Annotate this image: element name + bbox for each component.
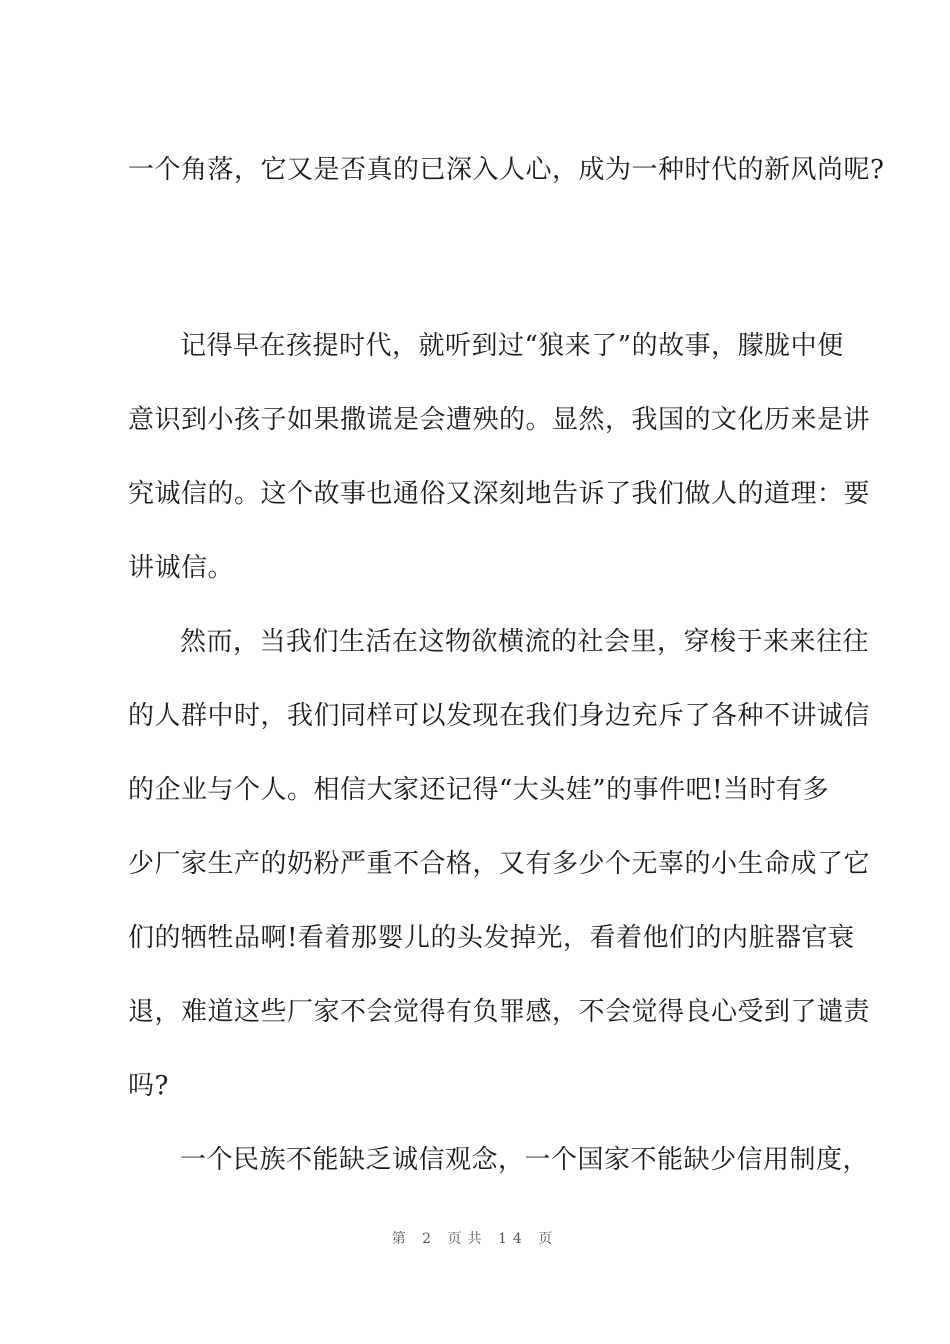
text-line-5: 讲诚信。 [128, 553, 235, 583]
page-footer: 第 2 页共 14 页 [391, 1231, 559, 1247]
text-line-8: 的企业与个人。相信大家还记得“大头娃”的事件吧!当时有多 [128, 775, 830, 805]
text-line-10: 们的牺牲品啊!看着那婴儿的头发掉光，看着他们的内脏器官衰 [128, 923, 855, 953]
text-line-11: 退，难道这些厂家不会觉得有负罪感，不会觉得良心受到了谴责 [128, 997, 871, 1027]
text-line-1: 一个角落，它又是否真的已深入人心，成为一种时代的新风尚呢? [128, 155, 885, 185]
text-line-12: 吗? [128, 1071, 169, 1101]
text-line-2: 记得早在孩提时代，就听到过“狼来了”的故事，朦胧中便 [180, 331, 844, 361]
text-line-13: 一个民族不能缺乏诚信观念，一个国家不能缺少信用制度， [180, 1145, 870, 1175]
text-line-3: 意识到小孩子如果撒谎是会遭殃的。显然，我国的文化历来是讲 [128, 405, 871, 435]
text-line-6: 然而，当我们生活在这物欲横流的社会里，穿梭于来来往往 [180, 627, 870, 657]
text-line-9: 少厂家生产的奶粉严重不合格，又有多少个无辜的小生命成了它 [128, 849, 871, 879]
text-line-4: 究诚信的。这个故事也通俗又深刻地告诉了我们做人的道理：要 [128, 479, 871, 509]
text-line-7: 的人群中时，我们同样可以发现在我们身边充斥了各种不讲诚信 [128, 701, 871, 731]
